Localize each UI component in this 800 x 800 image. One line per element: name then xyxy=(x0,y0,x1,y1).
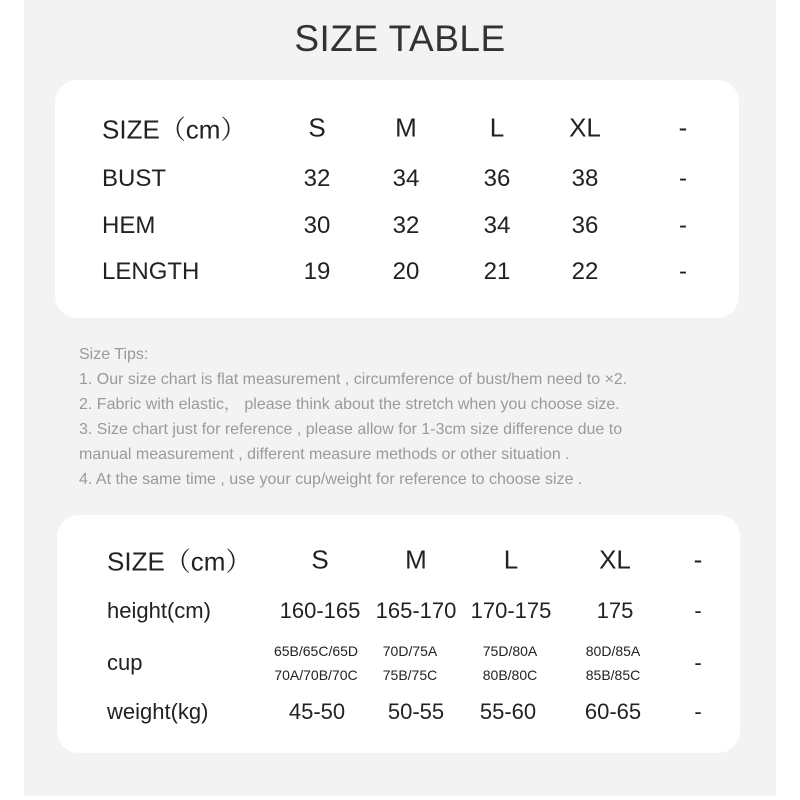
size-header-cell: - xyxy=(678,112,688,143)
table-cell: - xyxy=(694,650,702,675)
table-cell: 55-60 xyxy=(479,699,537,724)
row-label: weight(kg) xyxy=(107,699,209,724)
tips-line: 1. Our size chart is flat measurement , circumference of bust/hem need to ×2. xyxy=(79,371,628,388)
table-cell: 160-165 xyxy=(279,598,361,623)
cup-value: 80B/80C xyxy=(482,667,538,683)
cup-value: 80D/85A xyxy=(585,643,641,659)
size-header-cell: XL xyxy=(569,112,601,143)
cup-cell xyxy=(483,639,537,687)
cup-value: 70D/75A xyxy=(382,643,438,659)
tips-line: 2. Fabric with elastic， please think about the stretch when you choose size. xyxy=(79,396,620,413)
tips-line: 3. Size chart just for reference , please allow for 1-3cm size difference due to xyxy=(79,421,623,438)
table-cell: - xyxy=(679,165,687,192)
tips-line: 4. At the same time , use your cup/weight for reference to choose size . xyxy=(79,471,583,488)
table-cell: 20 xyxy=(392,258,420,285)
row-label: BUST xyxy=(102,165,167,192)
tips-line: manual measurement , different measure methods or other situation . xyxy=(79,446,570,463)
cup-cell xyxy=(383,639,437,687)
table-cell: 60-65 xyxy=(584,699,642,724)
size-header-cell: S xyxy=(308,112,326,143)
table-cell: - xyxy=(694,699,702,724)
size-header-cell: - xyxy=(693,544,703,575)
table-cell: 165-170 xyxy=(375,598,457,623)
table-cell: - xyxy=(679,212,687,239)
size-header-cell: M xyxy=(405,544,427,575)
cup-value: 85B/85C xyxy=(585,667,641,683)
size-header-label: SIZE（cm） xyxy=(102,114,247,145)
table-cell: 21 xyxy=(483,258,511,285)
table-cell: 32 xyxy=(392,212,420,239)
size-header-cell: S xyxy=(311,544,329,575)
table-cell: 175 xyxy=(596,598,634,623)
tips-heading: Size Tips: xyxy=(79,346,149,363)
row-label: cup xyxy=(107,650,143,675)
page-title: SIZE TABLE xyxy=(294,18,506,59)
cup-cell xyxy=(586,639,640,687)
table-cell: - xyxy=(694,598,702,623)
size-header-cell: XL xyxy=(599,544,631,575)
table-cell: 170-175 xyxy=(470,598,552,623)
size-header-label: SIZE（cm） xyxy=(107,546,252,577)
size-tips xyxy=(79,342,739,492)
table-cell: - xyxy=(679,258,687,285)
table-cell: 34 xyxy=(483,212,511,239)
table-cell: 45-50 xyxy=(288,699,346,724)
table-cell: 32 xyxy=(303,165,331,192)
size-header-cell: L xyxy=(503,544,519,575)
row-label: HEM xyxy=(102,212,156,239)
cup-cell xyxy=(274,639,358,687)
cup-value: 75B/75C xyxy=(382,667,438,683)
table-cell: 36 xyxy=(483,165,511,192)
table-cell: 50-55 xyxy=(387,699,445,724)
table-cell: 38 xyxy=(571,165,599,192)
table-cell: 22 xyxy=(571,258,599,285)
size-header-cell: M xyxy=(395,112,417,143)
cup-value: 65B/65C/65D xyxy=(273,643,359,659)
row-label: height(cm) xyxy=(107,598,211,623)
table-cell: 36 xyxy=(571,212,599,239)
cup-value: 75D/80A xyxy=(482,643,538,659)
cup-value: 70A/70B/70C xyxy=(274,667,358,683)
row-label: LENGTH xyxy=(102,258,200,285)
table-cell: 19 xyxy=(303,258,331,285)
table-cell: 34 xyxy=(392,165,420,192)
size-header-cell: L xyxy=(489,112,505,143)
table-cell: 30 xyxy=(303,212,331,239)
